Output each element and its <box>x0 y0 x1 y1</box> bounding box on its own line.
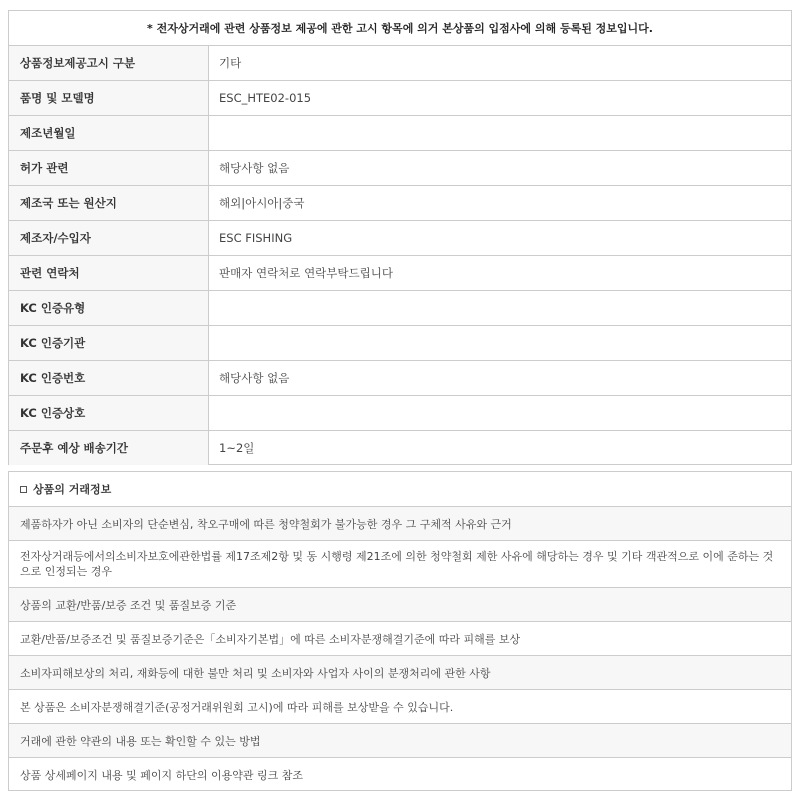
info-row <box>9 186 791 221</box>
info-value: 해당사항 없음 <box>219 371 290 385</box>
info-value: ESC FISHING <box>219 231 293 245</box>
info-label: KC 인증유형 <box>9 291 209 325</box>
info-label: 제조자/수입자 <box>9 221 209 255</box>
info-value: 1~2일 <box>219 441 255 455</box>
trade-info-header <box>9 472 791 507</box>
info-row <box>9 151 791 186</box>
info-value: 판매자 연락처로 연락부탁드립니다 <box>219 266 393 280</box>
info-row <box>9 326 791 361</box>
trade-info-answer: 교환/반품/보증조건 및 품질보증기준은「소비자기본법」에 따른 소비자분쟁해결기준에 따라 피해를 보상 <box>9 622 791 656</box>
info-row <box>9 116 791 151</box>
info-row <box>9 431 791 465</box>
trade-info-question: 제품하자가 아닌 소비자의 단순변심, 착오구매에 따른 청약철회가 불가능한 경우 그 구체적 사유와 근거 <box>9 507 791 541</box>
info-value: 기타 <box>219 56 242 70</box>
info-label: KC 인증기관 <box>9 326 209 360</box>
info-notice: * 전자상거래에 관련 상품정보 제공에 관한 고시 항목에 의거 본상품의 입점사에 의해 등록된 정보입니다. <box>9 11 791 46</box>
info-value <box>209 291 791 325</box>
info-value: 해당사항 없음 <box>219 161 290 175</box>
info-value: 해외|아시아|중국 <box>219 196 305 210</box>
info-value <box>209 116 791 150</box>
info-label: KC 인증번호 <box>9 361 209 395</box>
info-row <box>9 46 791 81</box>
info-label: 품명 및 모델명 <box>9 81 209 115</box>
trade-info-answer: 상품 상세페이지 내용 및 페이지 하단의 이용약관 링크 참조 <box>20 769 303 782</box>
trade-info-table <box>8 471 792 791</box>
info-row <box>9 291 791 326</box>
info-label: 주문후 예상 배송기간 <box>9 431 209 465</box>
info-row <box>9 221 791 256</box>
trade-info-answer: 전자상거래등에서의소비자보호에관한법률 제17조제2항 및 동 시행령 제21조에 의한 청약철회 제한 사유에 해당하는 경우 및 기타 객관적으로 이에 준하는 것으로 인정되는 경우 <box>9 541 791 588</box>
info-label: 제조국 또는 원산지 <box>9 186 209 220</box>
trade-info-question: 상품의 교환/반품/보증 조건 및 품질보증 기준 <box>9 588 791 622</box>
info-label: 제조년월일 <box>9 116 209 150</box>
trade-info-question: 거래에 관한 약관의 내용 또는 확인할 수 있는 방법 <box>9 724 791 758</box>
info-value <box>209 396 791 430</box>
square-outline-icon <box>20 486 27 493</box>
trade-info-question: 소비자피해보상의 처리, 재화등에 대한 불만 처리 및 소비자와 사업자 사이의 분쟁처리에 관한 사항 <box>9 656 791 690</box>
trade-info-title: 상품의 거래정보 <box>33 483 112 496</box>
info-label: 허가 관련 <box>9 151 209 185</box>
info-label: 관련 연락처 <box>9 256 209 290</box>
info-row <box>9 256 791 291</box>
info-row <box>9 81 791 116</box>
info-value <box>209 326 791 360</box>
info-label: 상품정보제공고시 구분 <box>9 46 209 80</box>
info-row <box>9 396 791 431</box>
info-row <box>9 361 791 396</box>
info-label: KC 인증상호 <box>9 396 209 430</box>
trade-info-answer: 본 상품은 소비자분쟁해결기준(공정거래위원회 고시)에 따라 피해를 보상받을 수 있습니다. <box>9 690 791 724</box>
info-value: ESC_HTE02-015 <box>219 91 312 105</box>
product-info-table <box>8 10 792 465</box>
